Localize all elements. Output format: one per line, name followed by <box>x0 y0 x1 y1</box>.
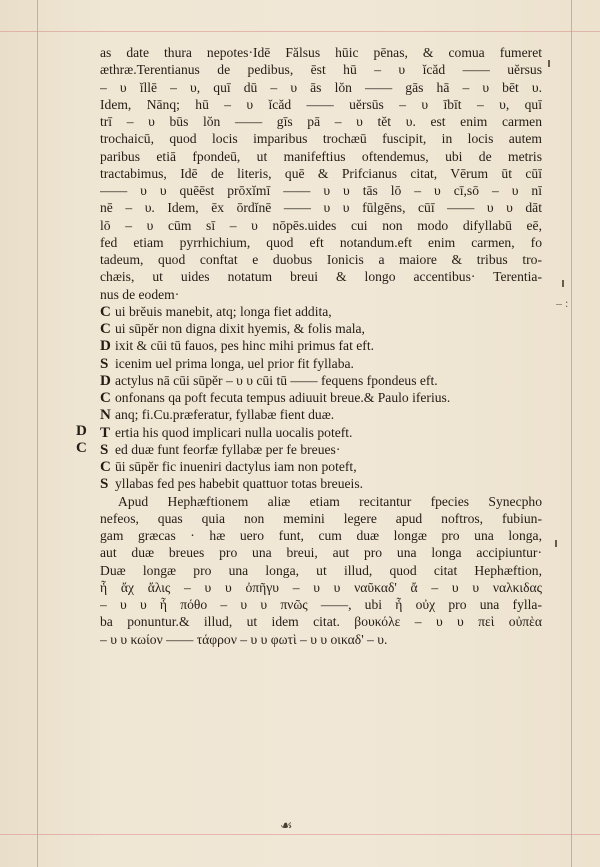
text-line: nefeos, quas quia non memini legere apud noftros, fubiun- <box>100 510 542 526</box>
text-line: æthræ.Terentianus de pedibus, ēst hū – υ ĭcăd —— uĕrsus <box>100 62 542 78</box>
verse-text: icenim uel prima longa, uel prior fit fyllaba. <box>115 355 354 371</box>
text-line: Duæ longæ pro una longa, ut illud, quod citat Hephæftion, <box>100 562 542 578</box>
verse-text: actylus nā cūi sūpĕr – υ υ cūi tū —— fequens fpondeus eft. <box>115 372 438 388</box>
ornament-icon: ☙ <box>280 819 293 834</box>
verse-initial: S <box>100 441 109 458</box>
text-line: gam græcas · hæ uero funt, cum duæ longæ pro una longa, <box>100 528 542 543</box>
text-line: —— υ υ quēēst prōxĭmī —— υ υ tās lō – υ cī,sō – υ nī <box>100 183 542 198</box>
verse-text: ixit & cūi tū fauos, pes hinc mihi primus fat eft. <box>115 338 374 354</box>
text-line: nē – υ. Idem, ēx ōrdĭnē —— υ υ fūlgēns, cūī —— υ υ dāt <box>100 200 542 216</box>
verse-line <box>100 355 542 372</box>
greek-text-line: ba ponuntur.& illud, ut idem citat. βουκόλε – υ υ πεὶ οὐπὲα <box>100 614 542 630</box>
verse-text: ui brĕuis manebit, atq; longa fiet addita, <box>115 303 332 319</box>
margin-initial: D <box>76 423 87 439</box>
verse-initial: C <box>100 390 111 406</box>
page-fold-line-bottom <box>0 834 600 835</box>
greek-text-line: – υ υ κωίον —— τάφρον – υ υ φωτὶ – υ υ οικαδ' – υ. <box>100 631 388 647</box>
verse-text: yllabas fed pes habebit quattuor totas breueis. <box>115 476 364 492</box>
verse-line <box>100 475 542 492</box>
verse-text: ertia his quod implicari nulla uocalis poteft. <box>115 424 353 440</box>
verse-initial: C <box>100 321 111 337</box>
text-line: chæis, ut uides notatum breui & longo accentibus· Terentia- <box>100 269 542 285</box>
verse-initial: S <box>100 476 109 493</box>
text-line: trochaicū, quod locis imparibus trochæū fuscipit, in locis autem <box>100 131 542 147</box>
text-line: Apud Hephæftionem aliæ etiam recitantur fpecies Synecpho <box>118 493 542 509</box>
greek-text-line: ἦ ἄχ ἄλις – υ υ ὀπῆγυ – υ υ ναῦκαδ' ἄ – υ υ ναλκιδας <box>100 579 542 595</box>
verse-initial: D <box>100 338 111 355</box>
verse-line <box>100 303 542 320</box>
edge-mark <box>555 540 557 547</box>
margin-note: – : <box>556 296 569 310</box>
text-line: tadeum, quod conftat e duobus Ionicis a maiore & tribus tro- <box>100 252 542 267</box>
verse-line <box>100 424 542 441</box>
margin-initial: C <box>76 440 87 456</box>
verse-initial: N <box>100 407 111 424</box>
page-fold-line-right <box>571 0 572 867</box>
verse-initial: T <box>100 424 111 441</box>
text-line: as date thura nepotes·Idē Fălsus hūic pēnas, & comua fumeret <box>100 45 542 60</box>
main-text-block <box>100 44 542 648</box>
verse-text: onfonans qa poft fecuta tempus adiuuit breue.& Paulo iferius. <box>115 390 451 405</box>
verse-line <box>100 441 542 458</box>
verse-text: ūi sūpĕr fic inueniri dactylus iam non poteft, <box>115 459 357 474</box>
verse-line <box>100 337 542 354</box>
text-line: nus de eodem· <box>100 286 180 302</box>
verse-initial: C <box>100 459 111 475</box>
text-line: paribus etiā fpondeū, ut manifeftius oftendemus, ubi de metris <box>100 148 542 164</box>
verse-text: anq; fi.Cu.præferatur, fyllabæ fient duæ. <box>115 407 335 423</box>
verse-initial: C <box>100 303 111 320</box>
verse-text: ed duæ funt feorfæ fyllabæ per fe breues· <box>115 441 341 457</box>
verse-text: ui sūpĕr non digna dixit hyemis, & folis mala, <box>115 321 365 336</box>
text-line: fed etiam pyrrhichium, quod eft notandum.eft enim carmen, fo <box>100 234 542 250</box>
verse-line <box>100 372 542 389</box>
edge-mark <box>562 280 564 287</box>
verse-line <box>100 406 542 423</box>
page-fold-line-left <box>37 0 38 867</box>
text-line: lō – υ cūm sī – υ nōpēs.uides cui non modo difyllabū eē, <box>100 217 542 233</box>
text-line: – υ ĭllē – υ, quī dū – υ ās lŏn —— gās hā – υ bēt υ. <box>100 79 542 95</box>
verse-line <box>100 320 542 337</box>
text-line: Idem, Nānq; hū – υ ĭcăd —— uĕrsūs – υ ībīt – υ, quī <box>100 96 542 112</box>
edge-mark <box>548 60 550 67</box>
verse-line <box>100 458 542 475</box>
text-line: aut duæ breues pro una breui, aut pro una longa accipiuntur· <box>100 545 542 561</box>
verse-initial: D <box>100 372 111 389</box>
text-line: tractabimus, Idē de literis, quē & Prifcianus citat, Vērum ūt cūī <box>100 165 542 181</box>
text-line: trī – υ būs lŏn —— gīs pā – υ tĕt υ. est enim carmen <box>100 114 542 129</box>
page-fold-line-top <box>0 31 600 32</box>
verse-initial: S <box>100 355 109 372</box>
greek-text-line: – υ υ ἦ πόθο – υ υ πνῶς ——, ubi ἦ οὐχ pro una fylla- <box>100 597 542 612</box>
verse-line <box>100 389 542 406</box>
